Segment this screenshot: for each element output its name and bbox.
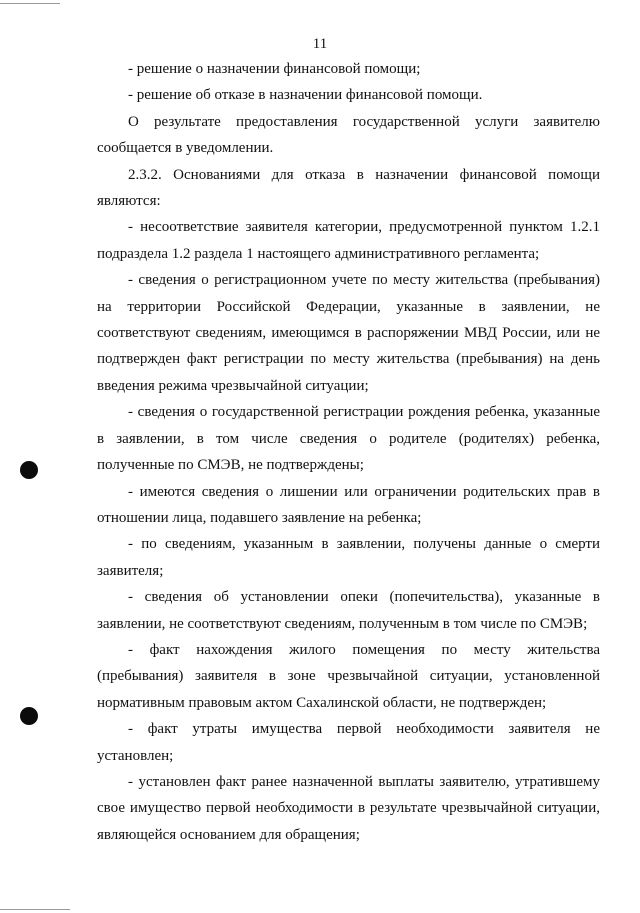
list-item-birth-registration: - сведения о государственной регистрации рождения ребенка, указанные в заявлении, в том числе сведения о родителе (родителях) ребенка, полученные по СМЭВ, не подтверждены; bbox=[97, 404, 600, 474]
list-item-decision-refusal: - решение об отказе в назначении финансовой помощи. bbox=[128, 87, 483, 104]
punch-hole-upper bbox=[20, 461, 38, 479]
scan-edge-top-left bbox=[0, 3, 60, 4]
list-item-registration-info: - сведения о регистрационном учете по месту жительства (пребывания) на территории Российской Федерации, указанные в заявлении, не соответствуют сведениям, имеющимся в распоряжении МВД России, или не подтвержден факт регистрации по месту жительства (пребывания) на день введения режима чрезвычайной ситуации; bbox=[97, 272, 600, 394]
list-item-decision-grant: - решение о назначении финансовой помощи; bbox=[128, 61, 421, 77]
section-heading-2-3-2: 2.3.2. Основаниями для отказа в назначении финансовой помощи являются: bbox=[97, 166, 600, 210]
list-item-category-mismatch: - несоответствие заявителя категории, предусмотренной пунктом 1.2.1 подраздела 1.2 раздела 1 настоящего административного регламента; bbox=[97, 219, 600, 262]
list-item-property-loss: - факт утраты имущества первой необходимости заявителя не установлен; bbox=[97, 721, 600, 764]
punch-hole-lower bbox=[20, 707, 38, 725]
paragraph-notification: О результате предоставления государственной услуги заявителю сообщается в уведомлении. bbox=[97, 113, 600, 157]
list-item-parental-rights: - имеются сведения о лишении или ограничении родительских прав в отношении лица, подавшего заявление на ребенка; bbox=[97, 483, 600, 526]
list-item-emergency-zone: - факт нахождения жилого помещения по месту жительства (пребывания) заявителя в зоне чрезвычайной ситуации, установленной нормативным правовым актом Сахалинской области, не подтвержден; bbox=[97, 641, 600, 711]
list-item-prior-payment: - установлен факт ранее назначенной выплаты заявителю, утратившему свое имущество первой необходимости в результате чрезвычайной ситуации, являющейся основанием для обращения; bbox=[97, 773, 600, 843]
document-body bbox=[97, 56, 600, 848]
page-number: 11 bbox=[312, 36, 328, 52]
list-item-guardianship: - сведения об установлении опеки (попечительства), указанные в заявлении, не соответствуют сведениям, полученным в том числе по СМЭВ; bbox=[97, 589, 600, 632]
scan-edge-bottom-left bbox=[0, 909, 70, 910]
list-item-death-data: - по сведениям, указанным в заявлении, получены данные о смерти заявителя; bbox=[97, 536, 600, 579]
